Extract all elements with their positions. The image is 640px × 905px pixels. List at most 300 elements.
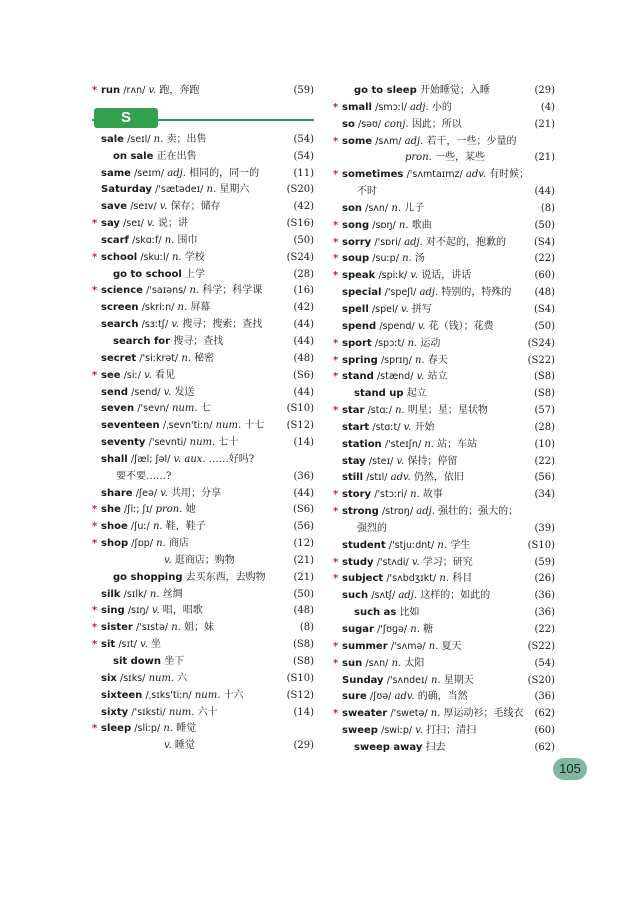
entry-text [342,487,443,504]
definition: 七 [200,403,211,415]
page-reference: (48) [534,287,555,299]
vocab-entry [92,267,314,284]
page-reference: (48) [293,352,314,364]
definition: 围巾 [177,234,198,246]
part-of-speech: v. [160,487,168,499]
definition: 对不起的，抱歉的 [425,236,506,248]
part-of-speech: v. [415,725,423,737]
page-reference: (57) [534,405,555,417]
definition: 星期天 [443,674,474,686]
page-reference: (S24) [286,251,314,263]
definition: 姐；妹 [184,622,215,634]
entry-text [342,656,424,673]
vocab-entry [333,571,555,588]
part-of-speech: n. [181,352,191,364]
pronunciation: /seɪm/ [134,167,165,179]
vocab-entry [92,385,314,402]
page-reference: (S4) [533,236,555,248]
headword: go to sleep [354,85,417,96]
entry-text [101,385,194,402]
definition: ……好吗? [208,453,255,465]
pronunciation: /spend/ [379,320,415,332]
vocab-entry [333,588,555,605]
headword: story [342,489,372,501]
definition: 小的 [431,101,452,113]
page-reference: (S10) [286,403,314,415]
entry-text [342,251,425,268]
headword: soup [342,253,370,265]
key-word-star-icon: * [333,219,339,231]
definition: 有时候； [489,169,530,181]
key-word-star-icon: * [92,521,98,533]
page-reference: (S8) [533,388,555,400]
headword: such as [354,607,397,619]
page-reference: (S8) [533,371,555,383]
vocab-entry [333,134,555,151]
entry-text [101,587,183,604]
headword: secret [101,352,137,364]
right-column [333,83,555,757]
page-reference: (36) [534,607,555,619]
pronunciation: /'sevnti/ [148,437,187,449]
part-of-speech: n. [153,133,164,145]
part-of-speech: n. [428,640,439,652]
definition: 特别的，特殊的 [441,287,512,299]
entry-text [113,267,205,284]
headword: sorry [342,236,372,248]
headword: Saturday [101,184,152,196]
vocab-entry [92,654,314,671]
pronunciation: /ʃuː/ [130,521,150,533]
vocab-entry [92,452,314,469]
page-reference: (22) [534,253,555,265]
headword: send [101,386,129,398]
entry-text [101,688,244,705]
entry-text [101,705,218,722]
headword: shoe [101,521,128,533]
part-of-speech: pron. [155,504,183,516]
vocab-entry [92,721,314,738]
page-reference: (10) [534,438,555,450]
pronunciation: /send/ [131,386,161,398]
page-reference: (S8) [292,656,314,667]
definition: 的确，当然 [417,691,468,703]
part-of-speech: v. [171,319,180,331]
headword: spend [342,320,377,332]
key-word-star-icon: * [92,504,98,516]
definition: 发送 [174,386,195,398]
page-reference: (S16) [286,218,314,230]
part-of-speech: n. [424,438,434,450]
vocab-entry [92,233,314,250]
part-of-speech: n. [402,253,412,265]
definition: 卖；出售 [166,133,207,145]
key-word-star-icon: * [92,723,98,735]
key-word-star-icon: * [92,218,98,230]
definition: 站立 [427,371,448,383]
pronunciation: /'sʌmtaɪmz/ [406,169,463,181]
definition: 坐下 [164,656,185,667]
entry-text [101,486,221,503]
page-reference: (12) [293,538,314,550]
vocab-entry [92,469,314,486]
headword: so [342,118,355,130]
definition: 六十 [197,706,218,718]
headword: stand up [354,388,404,400]
entry-text [113,654,184,671]
entry-text [101,351,214,368]
entry-text [101,132,206,149]
pronunciation: /'stjuːdnt/ [388,539,435,551]
part-of-speech: n. [407,337,418,349]
entry-text [342,555,473,572]
headword: summer [342,640,388,652]
page-reference: (50) [534,320,555,332]
definition: 跑，奔跑 [159,85,200,96]
part-of-speech: adj. [419,287,439,299]
definition: 鞋，鞋子 [165,521,206,533]
page-reference: (48) [293,605,314,617]
pronunciation: /'sʌbdʒɪkt/ [386,573,437,585]
vocab-entry [333,706,555,723]
pronunciation: /ˌsɪks'tiːn/ [145,689,192,701]
page-reference: (36) [534,590,555,602]
page-reference: (29) [293,740,314,752]
entry-text [342,437,477,454]
page-reference: (4) [540,101,555,113]
headword: sure [342,691,367,703]
definition: 上学 [185,268,205,280]
headword: screen [101,302,139,314]
page-reference: (S22) [527,640,555,652]
definition: 这样的；如此的 [420,590,491,602]
entry-text [342,218,432,235]
headword: station [342,438,382,450]
page-reference: (21) [534,118,555,130]
headword: see [101,369,121,381]
headword: song [342,219,370,231]
headword: sixty [101,706,129,718]
key-word-star-icon: * [333,337,339,349]
headword: study [342,556,374,568]
headword: special [342,287,382,299]
entry-text [101,182,249,199]
part-of-speech: v. [410,270,419,282]
vocab-entry [92,418,314,435]
definition: 商店 [168,538,189,550]
entry-text [342,639,462,656]
entry-text [342,235,506,252]
headword: search [101,319,139,331]
headword: student [342,539,386,551]
part-of-speech: v. [147,218,155,230]
part-of-speech: v. [411,556,420,568]
entry-text [101,216,188,233]
definition: 夏天 [441,640,462,652]
key-word-star-icon: * [92,85,98,96]
headword: shall [101,453,128,465]
page-reference: (14) [293,437,314,449]
pronunciation: /steɪ/ [368,455,394,467]
part-of-speech: n. [391,202,401,214]
entry-text [101,401,211,418]
definition: 儿子 [404,202,425,214]
definition: 说话，讲话 [421,270,472,282]
definition: 看见 [154,369,175,381]
vocab-entry [92,132,314,149]
headword: sleep [101,723,132,735]
entry-text [101,620,214,637]
page-reference: (44) [293,487,314,499]
definition: 科目 [452,573,473,585]
definition: 学校 [184,251,205,263]
vocab-entry [333,454,555,471]
definition: 星期六 [219,184,250,196]
entry-text [101,435,238,452]
part-of-speech: adj. [398,590,418,602]
key-word-star-icon: * [92,639,98,651]
part-of-speech: n. [171,622,181,634]
page-reference: (S12) [286,420,314,432]
headword: spell [342,303,369,315]
definition: 睡觉 [176,723,197,735]
page-reference: (S6) [292,369,314,381]
key-word-star-icon: * [92,369,98,381]
pronunciation: /sʌn/ [365,657,389,669]
entry-text [342,336,440,353]
definition: 学生 [450,539,471,551]
entry-text [113,570,266,587]
vocab-entry [333,100,555,117]
headword: she [101,504,121,516]
part-of-speech: adj. [404,135,424,147]
key-word-star-icon: * [333,135,339,147]
key-word-star-icon: * [333,573,339,585]
key-word-star-icon: * [333,489,339,501]
vocab-entry [92,620,314,637]
page-reference: (8) [299,622,314,634]
page-reference: (39) [534,522,555,534]
headword: go to school [113,268,182,280]
headword: same [101,167,131,179]
part-of-speech: num. [189,437,216,449]
pronunciation: /sɪŋ/ [127,605,149,617]
headword: such [342,590,369,602]
definition: 运动 [420,337,441,349]
vocab-entry [92,182,314,199]
part-of-speech: v. [164,554,172,566]
vocab-entry [333,420,555,437]
part-of-speech: v. [403,421,412,433]
page-reference: (59) [293,85,314,96]
part-of-speech: n. [177,302,188,314]
pronunciation: /sɪlk/ [123,588,147,600]
vocab-entry [333,555,555,572]
vocab-entry [333,656,555,673]
vocab-entry [92,283,314,300]
definition: 汤 [414,253,425,265]
page-reference: (62) [534,741,555,753]
page-reference: (50) [534,219,555,231]
headword: six [101,672,117,684]
pronunciation: /sprɪŋ/ [380,354,412,366]
page-reference: (S24) [527,337,555,349]
entry-text [101,199,221,216]
headword: son [342,202,362,214]
pronunciation: /ʃæl; ʃəl/ [130,453,171,465]
part-of-speech: n. [156,538,166,550]
page-reference: (S8) [292,639,314,651]
definition: 扫去 [425,741,446,753]
pronunciation: /siː/ [123,369,141,381]
entry-text [101,452,254,469]
headword: start [342,421,370,433]
vocab-entry [92,250,314,267]
vocab-entry [333,639,555,656]
vocab-entry [92,519,314,536]
pronunciation: /skriːn/ [141,302,175,314]
headword: stay [342,455,366,467]
part-of-speech: num. [148,672,175,684]
vocab-entry [333,504,555,521]
page-reference: (56) [293,521,314,533]
entry-text [354,605,420,622]
pronunciation: /sʌn/ [365,202,389,214]
page-reference: (42) [293,302,314,314]
page-reference: (42) [293,201,314,213]
entry-text [101,283,262,300]
entry-text [101,368,175,385]
headword: star [342,405,365,417]
entry-text [101,637,161,654]
headword: Sunday [342,674,384,686]
vocab-entry [333,218,555,235]
key-word-star-icon: * [92,622,98,634]
part-of-speech: n. [430,708,441,720]
vocab-entry [92,149,314,166]
definition: 搜寻；搜索；查找 [182,319,263,331]
vocab-entry [333,268,555,285]
pronunciation: /smɔːl/ [375,101,407,113]
pronunciation: /'sʌmə/ [390,640,426,652]
left-entry-list [92,132,314,755]
part-of-speech: n. [410,624,420,635]
pronunciation: /'sʌndeɪ/ [386,674,428,686]
part-of-speech: adj. [416,506,435,518]
pronunciation: /swiːp/ [381,725,413,737]
page-reference: (21) [293,554,314,566]
entry-text [342,723,476,740]
headword: search for [113,335,171,347]
pronunciation: /stɑː/ [367,405,392,417]
headword: sale [101,133,124,145]
part-of-speech: v. [144,369,152,381]
definition: 因此；所以 [411,118,462,130]
definition: 要不要……? [116,470,172,482]
page-reference: (44) [293,386,314,398]
headword: share [101,487,133,499]
page-reference: (S10) [286,672,314,684]
vocab-entry [333,740,555,757]
vocab-entry [333,487,555,504]
pronunciation: /ʃʊə/ [369,691,392,703]
headword: go shopping [113,571,183,583]
definition: 屏幕 [190,302,211,314]
pronunciation: /spiːk/ [378,270,408,282]
entry-text [354,386,427,403]
page-reference: (28) [534,421,555,433]
entry-text [342,571,472,588]
pronunciation: /suːp/ [372,253,399,265]
part-of-speech: pron. [405,152,432,164]
page-reference: (36) [534,691,555,703]
part-of-speech: n. [171,251,182,263]
key-word-star-icon: * [92,251,98,263]
section-header [92,100,314,132]
part-of-speech: n. [398,219,409,231]
part-of-speech: v. [159,201,168,213]
definition: 说；讲 [157,218,188,230]
vocab-entry [92,486,314,503]
headword: seventeen [101,420,160,432]
definition: 打扫；清扫 [426,725,477,737]
pronunciation: /'ʃʊɡə/ [377,624,408,635]
page-number: 105 [553,758,587,780]
page-reference: (21) [534,152,555,164]
vocab-entry [333,723,555,740]
entry-text [116,469,171,486]
headword: save [101,201,128,213]
entry-text [101,671,187,688]
vocab-entry [92,166,314,183]
page-reference: (50) [293,588,314,600]
page-reference: (S20) [286,184,314,196]
vocab-entry [333,319,555,336]
part-of-speech: v. aux. [173,453,206,465]
pronunciation: /rʌn/ [123,85,146,96]
pronunciation: /sliːp/ [134,723,161,735]
vocab-entry [333,302,555,319]
part-of-speech: adj. [410,101,429,113]
page-reference: (44) [293,335,314,347]
definition: 学习；研究 [422,556,473,568]
definition: 七十 [218,437,239,449]
definition: 逛商店；购物 [174,554,235,566]
vocab-entry [92,688,314,705]
page-reference: (34) [534,489,555,501]
right-entry-list [333,83,555,757]
part-of-speech: n. [430,674,441,686]
vocab-entry [333,673,555,690]
headword: school [101,251,138,263]
headword: strong [342,506,379,518]
page-reference: (26) [534,573,555,585]
entry-text [342,319,494,336]
headword: run [101,85,121,96]
part-of-speech: v. [416,371,425,383]
entry-text [164,553,235,570]
page-reference: (S12) [286,689,314,701]
vocab-entry [92,351,314,368]
part-of-speech: n. [391,657,402,669]
entry-text [342,100,452,117]
part-of-speech: v. [164,740,172,752]
definition: 保存；储存 [170,201,221,213]
definition: 睡觉 [174,740,195,752]
entry-text [342,285,511,302]
page-reference: (16) [293,285,314,297]
pronunciation: /sɪt/ [118,639,137,651]
